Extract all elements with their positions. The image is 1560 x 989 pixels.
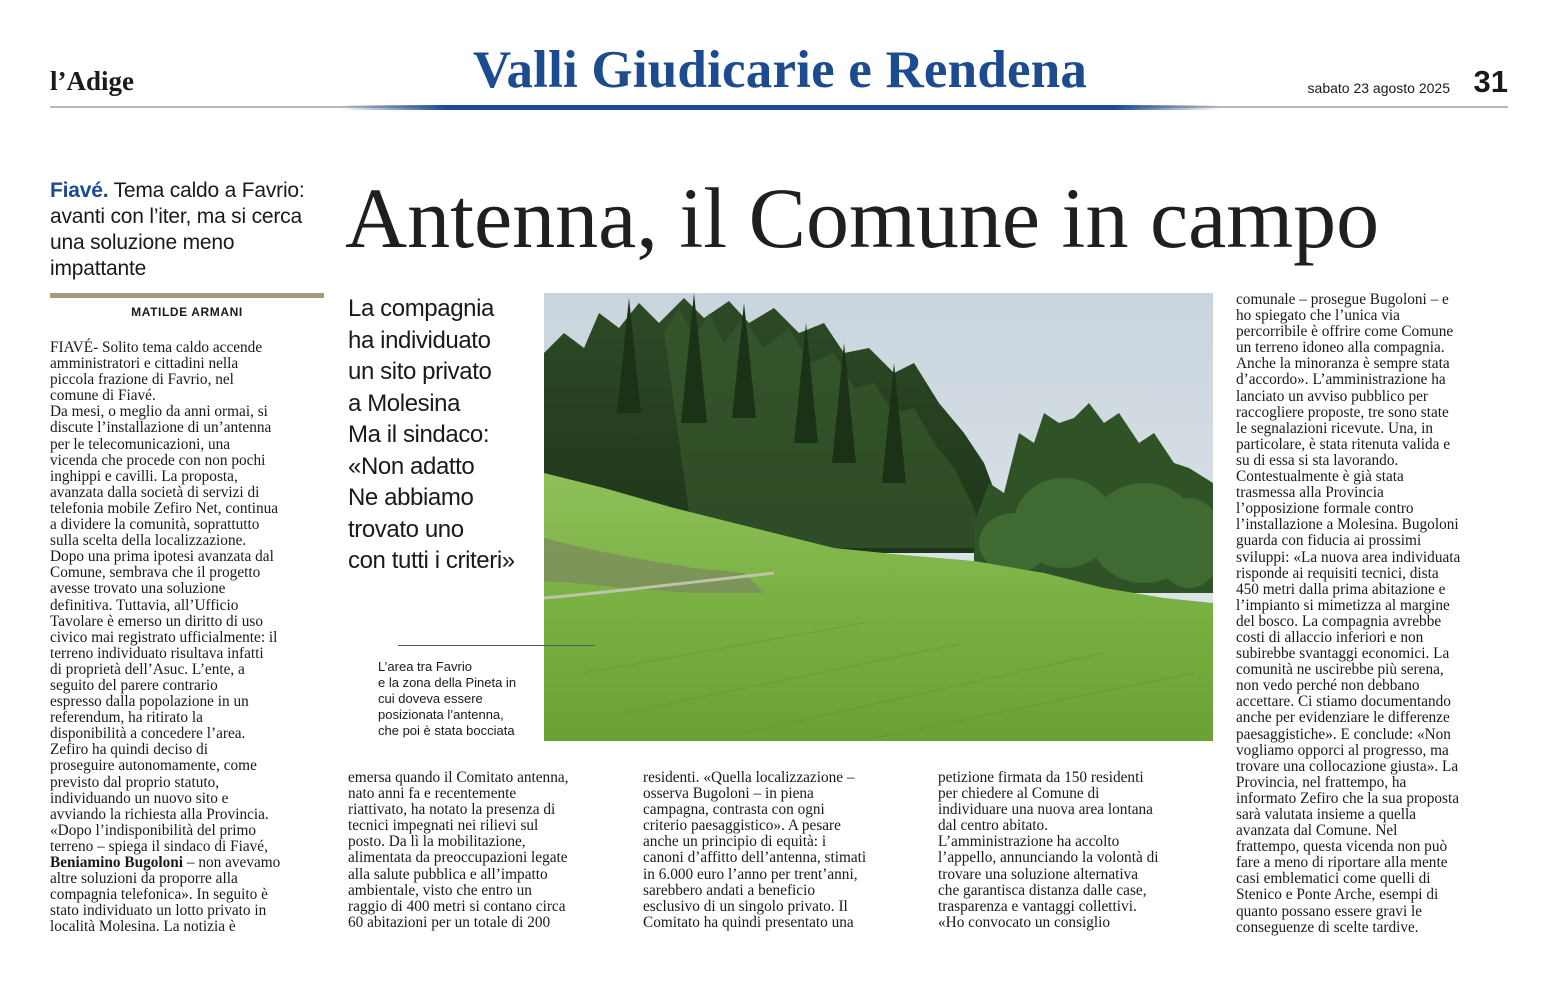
sidebar-line: ha individuato bbox=[348, 326, 491, 354]
column-1-tail bbox=[50, 871, 330, 935]
text-line: tecnici impegnati nei rilievi sul bbox=[348, 817, 539, 835]
meadow-forest-image bbox=[544, 293, 1213, 741]
text-line: frattempo, questa vicenda non può bbox=[1236, 838, 1448, 856]
text-line: amministratori e cittadini nella bbox=[50, 355, 239, 373]
text-line: Provincia, nel frattempo, ha bbox=[1236, 773, 1407, 791]
text-line: ho spiegato che l’unica via bbox=[1236, 307, 1400, 325]
article-column-4 bbox=[938, 770, 1210, 931]
text-line: altre soluzioni da proporre alla bbox=[50, 870, 238, 888]
text-line: avanzata dalla società di servizi di bbox=[50, 483, 260, 501]
sidebar-line: un sito privato bbox=[348, 358, 492, 385]
text-line: riattivato, ha notato la presenza di bbox=[348, 801, 556, 819]
text-line: piccola frazione di Favrio, nel bbox=[50, 371, 234, 389]
text-line: Comitato ha quindi presentato una bbox=[643, 913, 854, 931]
text-line: l’appello, annunciando la volontà di bbox=[938, 849, 1159, 867]
text-line: alimentata da preoccupazioni legate bbox=[348, 849, 568, 867]
text-line: raggio di 400 metri si contano circa bbox=[348, 897, 566, 915]
text-line: FIAVÉ- Solito tema caldo accende bbox=[50, 339, 263, 356]
text-line: avesse trovato una soluzione bbox=[50, 580, 226, 598]
text-line: esclusivo di un singolo privato. Il bbox=[643, 897, 848, 915]
column-1-lines bbox=[50, 340, 330, 855]
text-line: Contestualmente è già stata bbox=[1236, 468, 1404, 486]
kicker-line: Tema caldo a Favrio: bbox=[113, 179, 305, 202]
caption-leader-line bbox=[398, 645, 595, 646]
article-headline: Antenna, il Comune in campo bbox=[345, 170, 1380, 266]
text-line: sulla scelta della localizzazione. bbox=[50, 532, 247, 550]
article-column-3 bbox=[643, 770, 918, 931]
text-line: trovare una collocazione giusta». La bbox=[1236, 757, 1459, 775]
text-line: per chiedere al Comune di bbox=[938, 785, 1100, 803]
text-line: previsto dal proprio statuto, bbox=[50, 773, 220, 791]
text-line: per le telecomunicazioni, una bbox=[50, 435, 231, 453]
section-underline bbox=[340, 105, 1220, 110]
page-number: 31 bbox=[1473, 64, 1508, 99]
text-line: criterio paesaggistico». A pesare bbox=[643, 817, 841, 835]
text-line: referendum, ha ritirato la bbox=[50, 709, 203, 727]
text-line: petizione firmata da 150 residenti bbox=[938, 769, 1144, 786]
text-line: località Molesina. La notizia è bbox=[50, 918, 236, 936]
text-line: sarà valutata insieme a quella bbox=[1236, 806, 1417, 823]
text-line: percorribile è offrire come Comune bbox=[1236, 323, 1454, 341]
mayor-name: Beniamino Bugoloni bbox=[50, 854, 184, 871]
text-line: posto. Da lì la mobilitazione, bbox=[348, 833, 526, 851]
text-line: di proprietà dell’Asuc. L’ente, a bbox=[50, 660, 245, 678]
sidebar-line: con tutti i criteri» bbox=[348, 547, 515, 574]
text-line: informato Zefiro che la sua proposta bbox=[1236, 789, 1459, 807]
issue-date: sabato 23 agosto 2025 bbox=[1307, 80, 1450, 96]
newspaper-logo: l’Adige bbox=[50, 66, 134, 96]
caption-line: L’area tra Favrio bbox=[378, 659, 472, 674]
text-line: accettare. Ci stiamo documentando bbox=[1236, 693, 1451, 711]
article-column-1 bbox=[50, 340, 330, 935]
text-line: Anche la minoranza è sempre stata bbox=[1236, 355, 1450, 373]
text-line: ambientale, visto che entro un bbox=[348, 881, 532, 899]
text-line: casi emblematici come quelli di bbox=[1236, 870, 1431, 888]
text-line: Dopo una prima ipotesi avanzata dal bbox=[50, 548, 274, 566]
text-line: subirebbe svantaggi economici. La bbox=[1236, 645, 1450, 663]
text-line: L’amministrazione ha accolto bbox=[938, 833, 1120, 851]
text-line: Comune, sembrava che il progetto bbox=[50, 564, 261, 582]
text-line: emersa quando il Comitato antenna, bbox=[348, 769, 569, 786]
text-line: vogliamo opporci al progresso, ma bbox=[1236, 741, 1449, 759]
text-line: in 6.000 euro l’anno per trent’anni, bbox=[643, 865, 858, 883]
text-line: trovare una soluzione alternativa bbox=[938, 865, 1139, 883]
caption-line: posizionata l’antenna, bbox=[378, 707, 504, 722]
text-line: definitiva. Tuttavia, all’Ufficio bbox=[50, 596, 239, 614]
sidebar-quote bbox=[348, 293, 533, 577]
caption-line: e la zona della Pineta in bbox=[378, 675, 517, 690]
text-line: le segnalazioni ricevute. Una, in bbox=[1236, 419, 1434, 437]
text-line: telefonia mobile Zefiro Net, continua bbox=[50, 499, 279, 517]
text-line: lanciato un avviso pubblico per bbox=[1236, 387, 1429, 405]
text-line: che garantisca distanza dalle case, bbox=[938, 881, 1147, 899]
text-line: avanzata dal Comune. Nel bbox=[1236, 822, 1398, 840]
text-line: l’opposizione formale contro bbox=[1236, 500, 1414, 518]
text-line: a dividere la comunità, soprattutto bbox=[50, 516, 260, 534]
text-line: non vedo perché non debbano bbox=[1236, 677, 1420, 695]
text-line: anche per evidenziare le differenze bbox=[1236, 709, 1450, 727]
sidebar-line: Ne abbiamo bbox=[348, 484, 474, 511]
kicker-place: Fiavé. bbox=[50, 179, 109, 202]
kicker-line: una soluzione meno impattante bbox=[50, 231, 235, 280]
text-line: costi di allaccio inferiori e non bbox=[1236, 628, 1424, 646]
text-line: alla salute pubblica e all’impatto bbox=[348, 865, 548, 883]
sidebar-line: a Molesina bbox=[348, 389, 461, 417]
kicker bbox=[50, 178, 330, 282]
text-line: quanto possano essere gravi le bbox=[1236, 902, 1423, 920]
byline: MATILDE ARMANI bbox=[131, 305, 243, 319]
text-line: civico mai registrato ufficialmente: il bbox=[50, 628, 278, 646]
section-title: Valli Giudicarie e Rendena bbox=[472, 41, 1088, 99]
text-line: inghippi e cavilli. La proposta, bbox=[50, 467, 238, 485]
text-line: Stenico e Ponte Arche, esempi di bbox=[1236, 886, 1439, 904]
text-line: un terreno idoneo alla compagnia. bbox=[1236, 339, 1445, 357]
text-line: disponibilità a concedere l’area. bbox=[50, 725, 246, 743]
text-line: proseguire autonomamente, come bbox=[50, 757, 257, 775]
text-line: l’installazione a Molesina. Bugoloni bbox=[1236, 516, 1459, 534]
sidebar-line: Ma il sindaco: bbox=[348, 421, 490, 448]
text-line: «Ho convocato un consiglio bbox=[938, 913, 1111, 931]
text-line: residenti. «Quella localizzazione – bbox=[643, 769, 855, 786]
text-line: Da mesi, o meglio da anni ormai, si bbox=[50, 403, 268, 421]
text-line: canoni d’affitto dell’antenna, stimati bbox=[643, 849, 867, 867]
text-line: 60 abitazioni per un totale di 200 bbox=[348, 913, 551, 931]
photo-caption bbox=[378, 659, 538, 739]
text-line: sviluppi: «La nuova area individuata bbox=[1236, 548, 1461, 566]
text-line: anche un principio di equità: i bbox=[643, 833, 827, 851]
text-line: individuando un nuovo sito e bbox=[50, 789, 229, 807]
text-line: raccogliere proposte, tre sono state bbox=[1236, 403, 1449, 421]
article-photo bbox=[544, 293, 1213, 741]
text-line: trasparenza e vantaggi collettivi. bbox=[938, 897, 1137, 915]
text-line: d’accordo». L’amministrazione ha bbox=[1236, 371, 1446, 389]
text-line: su di essa si sta lavorando. bbox=[1236, 451, 1399, 469]
text-line: comune di Fiavé. bbox=[50, 387, 156, 405]
text-line: individuare una nuova area lontana bbox=[938, 801, 1153, 819]
text-line: discute l’installazione di un’antenna bbox=[50, 419, 272, 437]
caption-line: che poi è stata bocciata bbox=[378, 723, 515, 738]
text-line: fare a meno di riportare alla mente bbox=[1236, 854, 1448, 872]
text-line: avviando la richiesta alla Provincia. bbox=[50, 805, 269, 823]
text-fragment: – non avevamo bbox=[183, 854, 281, 871]
text-line: nato anni fa e recentemente bbox=[348, 785, 517, 803]
kicker-line: avanti con l’iter, ma si cerca bbox=[50, 205, 302, 228]
text-line: trasmessa alla Provincia bbox=[1236, 484, 1384, 502]
byline-rule bbox=[50, 293, 324, 298]
text-line: seguito del parere contrario bbox=[50, 676, 218, 694]
text-line: Tavolare è emerso un diritto di uso bbox=[50, 612, 264, 630]
text-line: compagnia telefonica». In seguito è bbox=[50, 886, 268, 904]
text-line: dal centro abitato. bbox=[938, 817, 1049, 835]
text-line bbox=[50, 855, 330, 871]
text-line: risponde ai requisiti tecnici, dista bbox=[1236, 564, 1439, 582]
sidebar-line: trovato uno bbox=[348, 515, 464, 543]
text-line: comunale – prosegue Bugoloni – e bbox=[1236, 291, 1449, 308]
text-line: l’impianto si mimetizza al margine bbox=[1236, 596, 1450, 614]
sidebar-line: «Non adatto bbox=[348, 452, 475, 480]
text-line: particolare, è stata ritenuta valida e bbox=[1236, 435, 1451, 453]
text-line: terreno – spiega il sindaco di Fiavé, bbox=[50, 837, 268, 855]
sidebar-line: La compagnia bbox=[348, 295, 494, 322]
text-line: campagna, contrasta con ogni bbox=[643, 801, 825, 819]
text-line: sarebbero andati a beneficio bbox=[643, 881, 816, 899]
text-line: del bosco. La compagnia avrebbe bbox=[1236, 612, 1442, 630]
text-line: comunità ne uscirebbe più serena, bbox=[1236, 661, 1444, 679]
text-line: conseguenze di scelte tardive. bbox=[1236, 918, 1419, 936]
text-line: vicenda che procede con non pochi bbox=[50, 451, 266, 469]
text-line: terreno individuato risultava infatti bbox=[50, 644, 264, 662]
text-line: paesaggistiche». E conclude: «Non bbox=[1236, 725, 1451, 743]
text-line: stato individuato un lotto privato in bbox=[50, 902, 267, 920]
article-column-5 bbox=[1236, 292, 1508, 936]
text-line: «Dopo l’indisponibilità del primo bbox=[50, 821, 257, 839]
text-line: 450 metri dalla prima abitazione e bbox=[1236, 580, 1446, 598]
article-column-2 bbox=[348, 770, 623, 931]
caption-line: cui doveva essere bbox=[378, 691, 483, 706]
text-line: guarda con fiducia ai prossimi bbox=[1236, 532, 1422, 550]
text-line: Zefiro ha quindi deciso di bbox=[50, 741, 209, 759]
text-line: osserva Bugoloni – in piena bbox=[643, 785, 814, 803]
text-line: espresso dalla popolazione in un bbox=[50, 693, 249, 711]
